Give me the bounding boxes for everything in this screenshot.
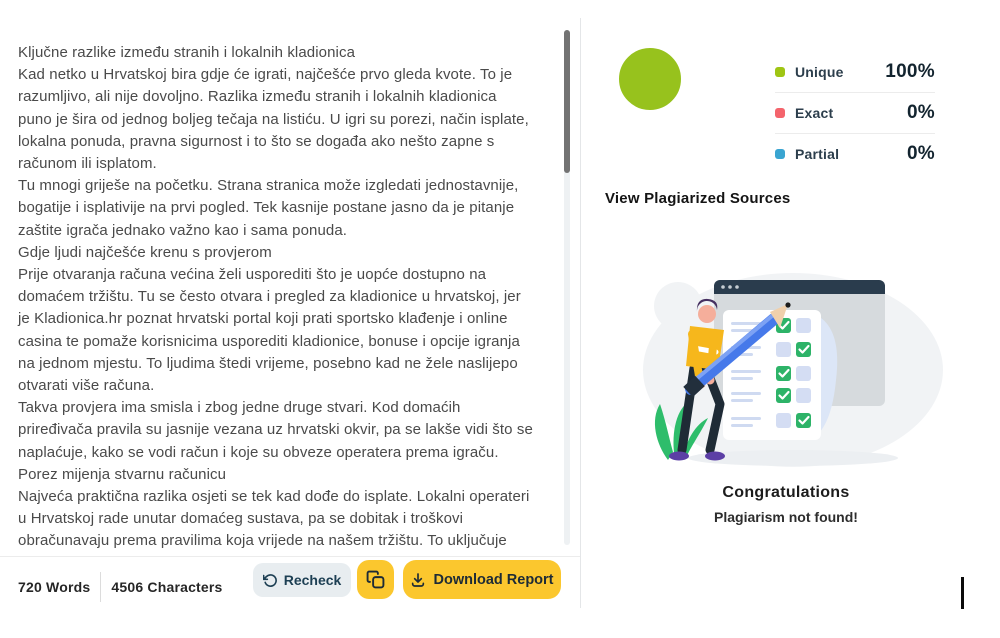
document-line: je Kladionica.hr poznat hrvatski portal koji prati sportsko klađenje i online bbox=[18, 310, 508, 328]
document-stats bbox=[18, 567, 223, 607]
document-line: Prije otvaranja računa većina želi usporediti što je uopće dostupno na bbox=[18, 266, 487, 284]
document-line: priređivača pravila su jasnije vezana uz hrvatski okvir, pa se lakše vidi što se bbox=[18, 421, 533, 439]
stats-separator bbox=[100, 572, 101, 602]
document-line: razumljivo, ali nije dovoljno. Razlika između stranih i lokalnih kladionica bbox=[18, 88, 497, 106]
recheck-label: Recheck bbox=[283, 572, 342, 588]
document-line: Kad netko u Hrvatskoj bira gdje će igrati, najčešće prvo gleda kvote. To je bbox=[18, 66, 513, 84]
checklist-paper-graphic bbox=[723, 310, 837, 440]
scrollbar[interactable] bbox=[564, 30, 570, 545]
document-line: Takva provjera ima smisla i zbog jedne druge stvari. Kod domaćih bbox=[18, 399, 461, 417]
congratulations-title: Congratulations bbox=[722, 484, 850, 501]
document-line: bogatije i isplativije na prvi pogled. Tek kasnije postane jasno da je pitanje bbox=[18, 199, 515, 217]
legend-row bbox=[775, 93, 935, 134]
document-line: domaćem tržištu. Tu se često otvara i pregled za kladionice u hrvatskoj, jer bbox=[18, 288, 521, 306]
document-text[interactable] bbox=[18, 42, 563, 553]
legend-value: 100% bbox=[885, 61, 935, 82]
word-count: 720 Words bbox=[18, 579, 91, 595]
legend-label: Partial bbox=[795, 146, 840, 162]
download-icon bbox=[410, 572, 426, 588]
document-line: puno je šira od jednog boljeg tečaja na listiću. U igri su porezi, način isplate, bbox=[18, 110, 529, 128]
document-line: zaštite igrača jednako važno kao i sama ponuda. bbox=[18, 221, 348, 239]
scrollbar-thumb[interactable] bbox=[564, 30, 570, 173]
download-report-label: Download Report bbox=[433, 571, 554, 588]
result-legend bbox=[775, 52, 935, 174]
legend-value: 0% bbox=[906, 102, 935, 123]
document-line: Porez mijenja stvarnu računicu bbox=[18, 465, 227, 483]
document-line: Gdje ljudi najčešće krenu s provjerom bbox=[18, 243, 272, 261]
document-line: lokalna ponuda, pravna sigurnost i to što se događa ako nešto zapne s bbox=[18, 132, 495, 150]
document-line: obračunavaju prema pravilima koja vrijede na našem tržištu. To uključuje bbox=[18, 532, 507, 550]
copy-button[interactable] bbox=[357, 560, 394, 599]
panel-divider bbox=[580, 18, 581, 608]
legend-label: Unique bbox=[795, 64, 844, 80]
legend-row bbox=[775, 52, 935, 93]
text-cursor bbox=[961, 577, 964, 609]
document-line: na jednom mjestu. To ljudima štedi vrijeme, posebno kad ne žele naslijepo bbox=[18, 354, 518, 372]
document-line: računom ili isplatom. bbox=[18, 155, 157, 173]
legend-color-dot bbox=[775, 67, 785, 77]
download-report-button[interactable] bbox=[403, 560, 561, 599]
document-line: casina te pomaže korisnicima usporediti kladionice, bonuse i opcije igranja bbox=[18, 332, 520, 350]
document-line: otvarati više računa. bbox=[18, 377, 155, 395]
document-line: Ključne razlike između stranih i lokalnih kladionica bbox=[18, 44, 356, 61]
donut-chart bbox=[619, 48, 681, 110]
legend-value: 0% bbox=[906, 143, 935, 164]
plagiarism-not-found-text: Plagiarism not found! bbox=[714, 509, 858, 525]
document-line: naplaćuje, kako se vodi račun i koje su obveze operatera prema igraču. bbox=[18, 443, 499, 461]
copy-icon bbox=[366, 570, 385, 589]
document-line: Najveća praktična razlika osjeti se tek kad dođe do isplate. Lokalni operateri bbox=[18, 488, 530, 506]
view-plagiarized-sources-link[interactable]: View Plagiarized Sources bbox=[605, 190, 791, 207]
document-line: u Hrvatskoj rade unutar domaćeg sustava, pa se dobitak i troškovi bbox=[18, 510, 464, 528]
document-line: Tu mnogi griješe na početku. Strana stranica može izgledati jednostavnije, bbox=[18, 177, 519, 195]
rotate-ccw-icon bbox=[263, 573, 278, 588]
character-count: 4506 Characters bbox=[111, 579, 223, 595]
legend-label: Exact bbox=[795, 105, 834, 121]
footer-bar bbox=[0, 556, 580, 638]
checklist-illustration bbox=[638, 268, 948, 473]
legend-color-dot bbox=[775, 149, 785, 159]
recheck-button[interactable] bbox=[253, 563, 351, 597]
legend-color-dot bbox=[775, 108, 785, 118]
legend-row bbox=[775, 134, 935, 174]
